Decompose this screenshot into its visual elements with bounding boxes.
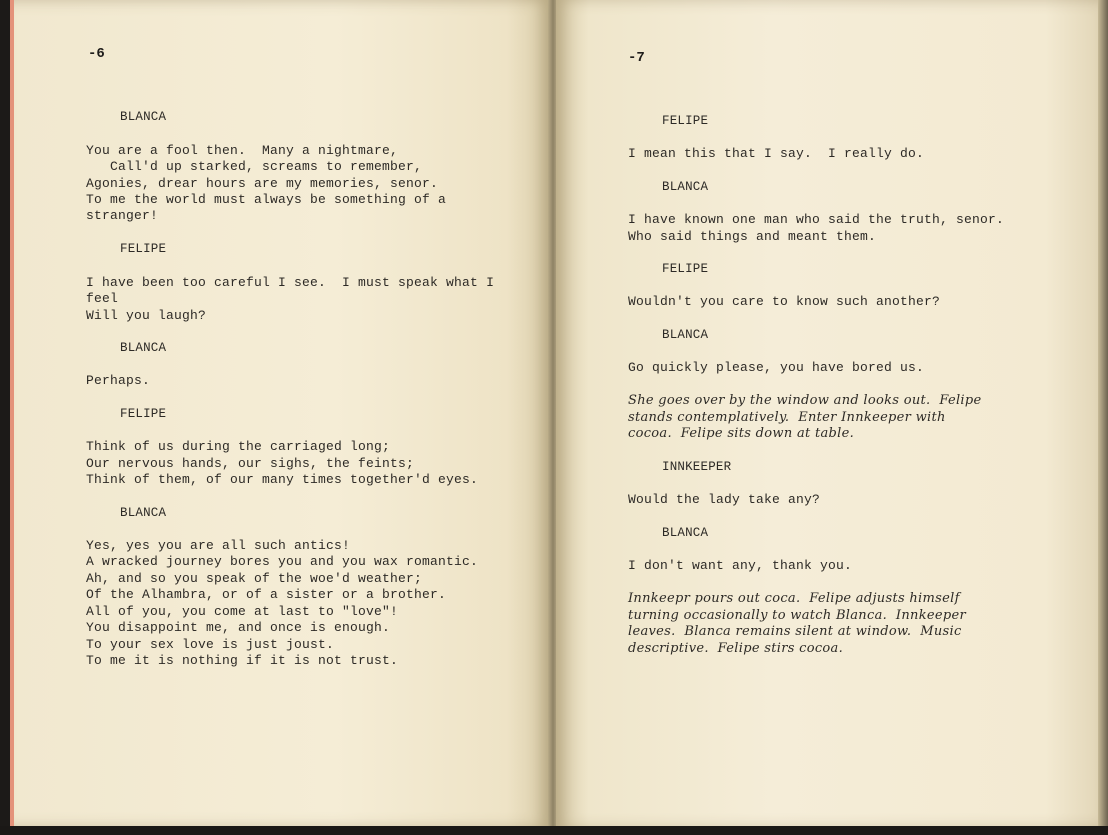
dialogue-line: Ah, and so you speak of the woe'd weather; xyxy=(86,571,423,586)
dialogue-line: Think of us during the carriaged long; xyxy=(86,439,391,454)
dialogue-line: To me the world must always be something of a xyxy=(86,192,447,207)
dialogue-line: Go quickly please, you have bored us. xyxy=(628,360,925,375)
page-edge xyxy=(1098,0,1108,828)
stage-direction: cocoa. Felipe sits down at table. xyxy=(628,426,855,441)
page-number: -6 xyxy=(88,46,105,62)
speaker-name: FELIPE xyxy=(120,242,167,256)
dialogue-line: Will you laugh? xyxy=(86,308,207,323)
dialogue-line: I mean this that I say. I really do. xyxy=(628,146,925,161)
dialogue-line: I don't want any, thank you. xyxy=(628,558,853,573)
dialogue-line: Agonies, drear hours are my memories, senor. xyxy=(86,176,439,191)
dialogue-line: To your sex love is just joust. xyxy=(86,637,335,652)
speaker-name: BLANCA xyxy=(120,110,167,124)
speaker-name: FELIPE xyxy=(662,114,709,128)
speaker-name: FELIPE xyxy=(120,407,167,421)
dialogue-line: Think of them, of our many times together'd eyes. xyxy=(86,472,479,487)
stage-direction: leaves. Blanca remains silent at window. Music xyxy=(628,624,962,639)
dialogue-line: feel xyxy=(86,291,119,306)
dialogue-line: Would the lady take any? xyxy=(628,492,821,507)
dialogue-line: stranger! xyxy=(86,208,159,223)
dialogue-line: You disappoint me, and once is enough. xyxy=(86,620,391,635)
dialogue-line: To me it is nothing if it is not trust. xyxy=(86,653,399,668)
dialogue-line: Perhaps. xyxy=(86,373,151,388)
speaker-name: INNKEEPER xyxy=(662,460,732,474)
stage-direction: Innkeepr pours out coca. Felipe adjusts himself xyxy=(628,591,960,606)
left-page xyxy=(10,0,550,828)
dialogue-line: I have been too careful I see. I must speak what I xyxy=(86,275,495,290)
stage-direction: She goes over by the window and looks out. Felipe xyxy=(628,393,982,408)
dialogue-line: A wracked journey bores you and you wax romantic. xyxy=(86,554,479,569)
stage-direction: stands contemplatively. Enter Innkeeper with xyxy=(628,410,946,425)
dialogue-line: Wouldn't you care to know such another? xyxy=(628,294,941,309)
dialogue-line: Of the Alhambra, or of a sister or a brother. xyxy=(86,587,447,602)
dialogue-line: All of you, you come at last to "love"! xyxy=(86,604,399,619)
dialogue-line: Call'd up starked, screams to remember, xyxy=(86,159,423,174)
speaker-name: BLANCA xyxy=(662,180,709,194)
speaker-name: BLANCA xyxy=(662,526,709,540)
dialogue-line: Who said things and meant them. xyxy=(628,229,877,244)
bottom-edge xyxy=(0,826,1108,835)
speaker-name: FELIPE xyxy=(662,262,709,276)
stage-direction: descriptive. Felipe stirs cocoa. xyxy=(628,641,844,656)
speaker-name: BLANCA xyxy=(120,506,167,520)
speaker-name: BLANCA xyxy=(120,341,167,355)
dialogue-line: Our nervous hands, our sighs, the feints; xyxy=(86,456,415,471)
right-page xyxy=(556,0,1100,828)
stage-direction: turning occasionally to watch Blanca. Innkeeper xyxy=(628,608,966,623)
page-number: -7 xyxy=(628,50,645,66)
speaker-name: BLANCA xyxy=(662,328,709,342)
dialogue-line: You are a fool then. Many a nightmare, xyxy=(86,143,399,158)
dialogue-line: I have known one man who said the truth, senor. xyxy=(628,212,1005,227)
dialogue-line: Yes, yes you are all such antics! xyxy=(86,538,351,553)
